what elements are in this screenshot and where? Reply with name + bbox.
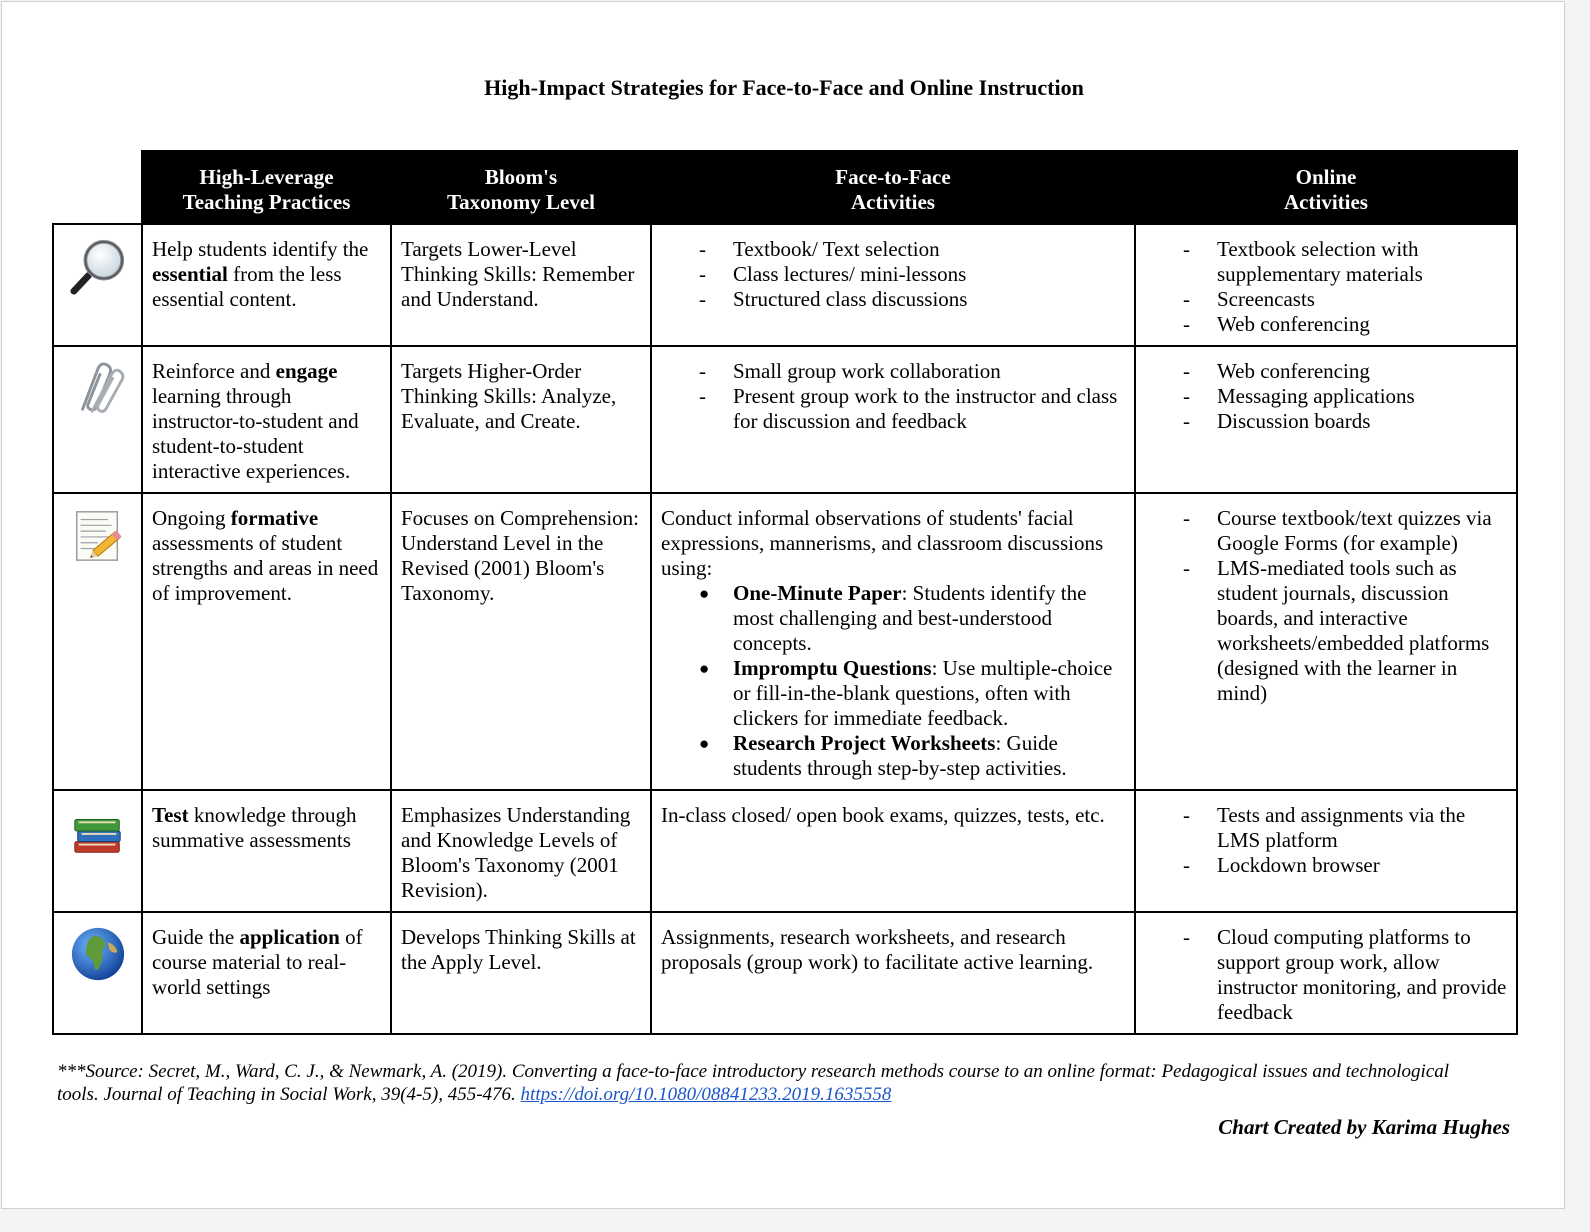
f2f-cell: In-class closed/ open book exams, quizzes, tests, etc. (651, 790, 1135, 912)
list-item: - Web conferencing (1145, 312, 1508, 337)
online-cell (1135, 346, 1517, 493)
header-icon-blank (53, 151, 142, 224)
list-item: - Textbook/ Text selection (661, 237, 1126, 262)
icon-cell (53, 224, 142, 346)
table-row (53, 224, 1517, 346)
list-item: - Present group work to the instructor and class for discussion and feedback (661, 384, 1126, 434)
icon-cell (53, 912, 142, 1034)
list-item: - Textbook selection with supplementary materials (1145, 237, 1508, 287)
books-icon (69, 803, 127, 861)
icon-cell (53, 493, 142, 790)
paperclips-icon (69, 359, 127, 417)
f2f-intro: Conduct informal observations of students' facial expressions, mannerisms, and classroom discussions using: (661, 506, 1104, 580)
list-item: - Cloud computing platforms to support group work, allow instructor monitoring, and provide feedback (1145, 925, 1508, 1025)
list-item: - Screencasts (1145, 287, 1508, 312)
list-item: - Web conferencing (1145, 359, 1508, 384)
list-item: - Messaging applications (1145, 384, 1508, 409)
bloom-cell: Targets Lower-Level Thinking Skills: Remember and Understand. (391, 224, 651, 346)
f2f-cell: Assignments, research worksheets, and research proposals (group work) to facilitate active learning. (651, 912, 1135, 1034)
strategies-table (52, 150, 1518, 1035)
source-citation: ***Source: Secret, M., Ward, C. J., & Newmark, A. (2019). Converting a face-to-face introductory research methods course to an online format: Pedagogical issues and technological tools. Journal of Teaching in Social Work, 39(4-5), 455-476. https://doi.org/10.1080/08841233.2019.1635558 (57, 1061, 1450, 1105)
bloom-cell: Emphasizes Understanding and Knowledge Levels of Bloom's Taxonomy (2001 Revision). (391, 790, 651, 912)
header-practices: High-Leverage Teaching Practices (142, 151, 391, 224)
list-item: ● One-Minute Paper: Students identify the most challenging and best-understood concepts. (661, 581, 1126, 656)
f2f-cell (651, 493, 1135, 790)
header-row (53, 151, 1517, 224)
table-row (53, 346, 1517, 493)
icon-cell (53, 790, 142, 912)
bloom-cell: Targets Higher-Order Thinking Skills: Analyze, Evaluate, and Create. (391, 346, 651, 493)
chart-credit: Chart Created by Karima Hughes (1218, 1115, 1510, 1139)
online-cell (1135, 912, 1517, 1034)
magnifying-glass-icon (69, 237, 127, 295)
practice-cell: Help students identify the essential from the less essential content. (142, 224, 391, 346)
list-item: ● Impromptu Questions: Use multiple-choice or fill-in-the-blank questions, often with clickers for immediate feedback. (661, 656, 1126, 731)
list-item: - Course textbook/text quizzes via Google Forms (for example) (1145, 506, 1508, 556)
list-item: - Discussion boards (1145, 409, 1508, 434)
document-page (1, 1, 1565, 1209)
practice-cell: Test knowledge through summative assessments (142, 790, 391, 912)
online-cell (1135, 493, 1517, 790)
header-f2f: Face-to-Face Activities (651, 151, 1135, 224)
online-cell (1135, 790, 1517, 912)
table-row (53, 912, 1517, 1034)
table-row (53, 493, 1517, 790)
list-item: - Structured class discussions (661, 287, 1126, 312)
online-cell (1135, 224, 1517, 346)
doi-link[interactable]: https://doi.org/10.1080/08841233.2019.1635558 (520, 1084, 892, 1105)
header-bloom: Bloom's Taxonomy Level (391, 151, 651, 224)
bloom-cell: Focuses on Comprehension: Understand Level in the Revised (2001) Bloom's Taxonomy. (391, 493, 651, 790)
practice-cell: Reinforce and engage learning through instructor-to-student and student-to-student interactive experiences. (142, 346, 391, 493)
practice-cell: Guide the application of course material to real-world settings (142, 912, 391, 1034)
f2f-cell (651, 224, 1135, 346)
f2f-cell (651, 346, 1135, 493)
list-item: ● Research Project Worksheets: Guide students through step-by-step activities. (661, 731, 1126, 781)
table-row (53, 790, 1517, 912)
practice-cell: Ongoing formative assessments of student strengths and areas in need of improvement. (142, 493, 391, 790)
list-item: - Tests and assignments via the LMS platform (1145, 803, 1508, 853)
page-title: High-Impact Strategies for Face-to-Face and Online Instruction (484, 75, 1084, 100)
list-item: - Lockdown browser (1145, 853, 1508, 878)
bloom-cell: Develops Thinking Skills at the Apply Level. (391, 912, 651, 1034)
memo-pencil-icon (69, 506, 127, 564)
list-item: - Class lectures/ mini-lessons (661, 262, 1126, 287)
icon-cell (53, 346, 142, 493)
header-online: Online Activities (1135, 151, 1517, 224)
list-item: - Small group work collaboration (661, 359, 1126, 384)
list-item: - LMS-mediated tools such as student journals, discussion boards, and interactive worksheets/embedded platforms (designed with the learner in mind) (1145, 556, 1508, 706)
globe-icon (69, 925, 127, 983)
